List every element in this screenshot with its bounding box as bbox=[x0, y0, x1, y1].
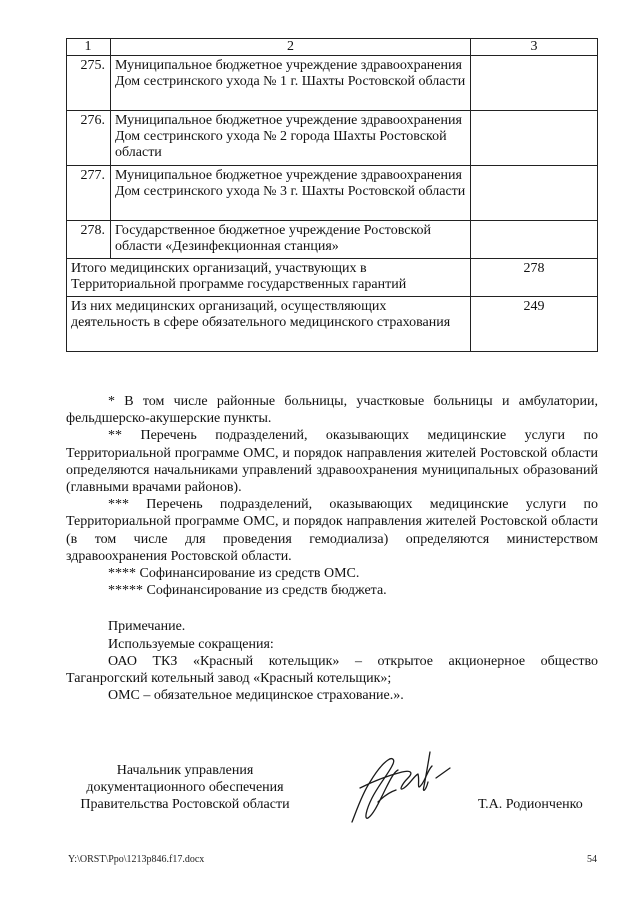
abbreviation-1: ОАО ТКЗ «Красный котельщик» – открытое акционерное общество Таганрогский котельный завод «Красный котельщик»; bbox=[66, 653, 598, 687]
organization-name: Муниципальное бюджетное учреждение здравоохранения Дом сестринского ухода № 2 города Шахты Ростовской области bbox=[111, 111, 471, 166]
total-row bbox=[67, 259, 598, 297]
row-number: 276. bbox=[67, 111, 111, 166]
footnote-2: ** Перечень подразделений, оказывающих медицинские услуги по Территориальной программе ОМС, и порядок направления жителей Ростовской области определяются начальниками управлений здравоохранения муниципальных образований (главными врачами районов). bbox=[66, 428, 598, 496]
row-value bbox=[471, 111, 598, 166]
footnote-3: *** Перечень подразделений, оказывающих медицинские услуги по Территориальной программе ОМС, и порядок направления жителей Ростовской области (в том числе для проведения гемодиализа) определяются министерством здравоохранения Ростовской области. bbox=[66, 497, 598, 564]
signatory-position: Начальник управления документационного обеспечения Правительства Ростовской области bbox=[80, 763, 290, 813]
file-path: Y:\ORST\Ppo\1213p846.f17.docx bbox=[68, 854, 205, 865]
column-header-1: 1 bbox=[67, 39, 111, 56]
organization-name: Муниципальное бюджетное учреждение здравоохранения Дом сестринского ухода № 3 г. Шахты Ростовской области bbox=[111, 166, 471, 221]
row-number: 277. bbox=[67, 166, 111, 221]
row-number: 275. bbox=[67, 56, 111, 111]
signatory-name: Т.А. Родионченко bbox=[478, 797, 583, 812]
remark-title: Примечание. bbox=[108, 619, 186, 635]
table-header-row bbox=[67, 39, 598, 56]
column-header-2: 2 bbox=[111, 39, 471, 56]
total-label: Из них медицинских организаций, осуществляющих деятельность в сфере обязательного медицинского страхования bbox=[67, 297, 471, 352]
footnote-1: * В том числе районные больницы, участковые больницы и амбулатории, фельдшерско-акушерские пункты. bbox=[66, 394, 598, 427]
row-value bbox=[471, 221, 598, 259]
table-row bbox=[67, 111, 598, 166]
total-value: 249 bbox=[471, 297, 598, 352]
row-number: 278. bbox=[67, 221, 111, 259]
column-header-3: 3 bbox=[471, 39, 598, 56]
abbreviation-2: ОМС – обязательное медицинское страхование.». bbox=[108, 688, 404, 704]
organizations-table bbox=[66, 38, 598, 352]
handwritten-signature bbox=[342, 742, 454, 828]
footnote-5: ***** Софинансирование из средств бюджета. bbox=[108, 583, 387, 599]
total-label: Итого медицинских организаций, участвующих в Территориальной программе государственных гарантий bbox=[67, 259, 471, 297]
page-number: 54 bbox=[587, 854, 597, 865]
table-row bbox=[67, 166, 598, 221]
row-value bbox=[471, 56, 598, 111]
table-row bbox=[67, 221, 598, 259]
row-value bbox=[471, 166, 598, 221]
footnote-4: **** Софинансирование из средств ОМС. bbox=[108, 566, 360, 582]
abbreviations-title: Используемые сокращения: bbox=[108, 636, 274, 652]
footnotes bbox=[66, 393, 598, 704]
total-row bbox=[67, 297, 598, 352]
organization-name: Государственное бюджетное учреждение Ростовской области «Дезинфекционная станция» bbox=[111, 221, 471, 259]
table-row bbox=[67, 56, 598, 111]
organization-name: Муниципальное бюджетное учреждение здравоохранения Дом сестринского ухода № 1 г. Шахты Ростовской области bbox=[111, 56, 471, 111]
total-value: 278 bbox=[471, 259, 598, 297]
